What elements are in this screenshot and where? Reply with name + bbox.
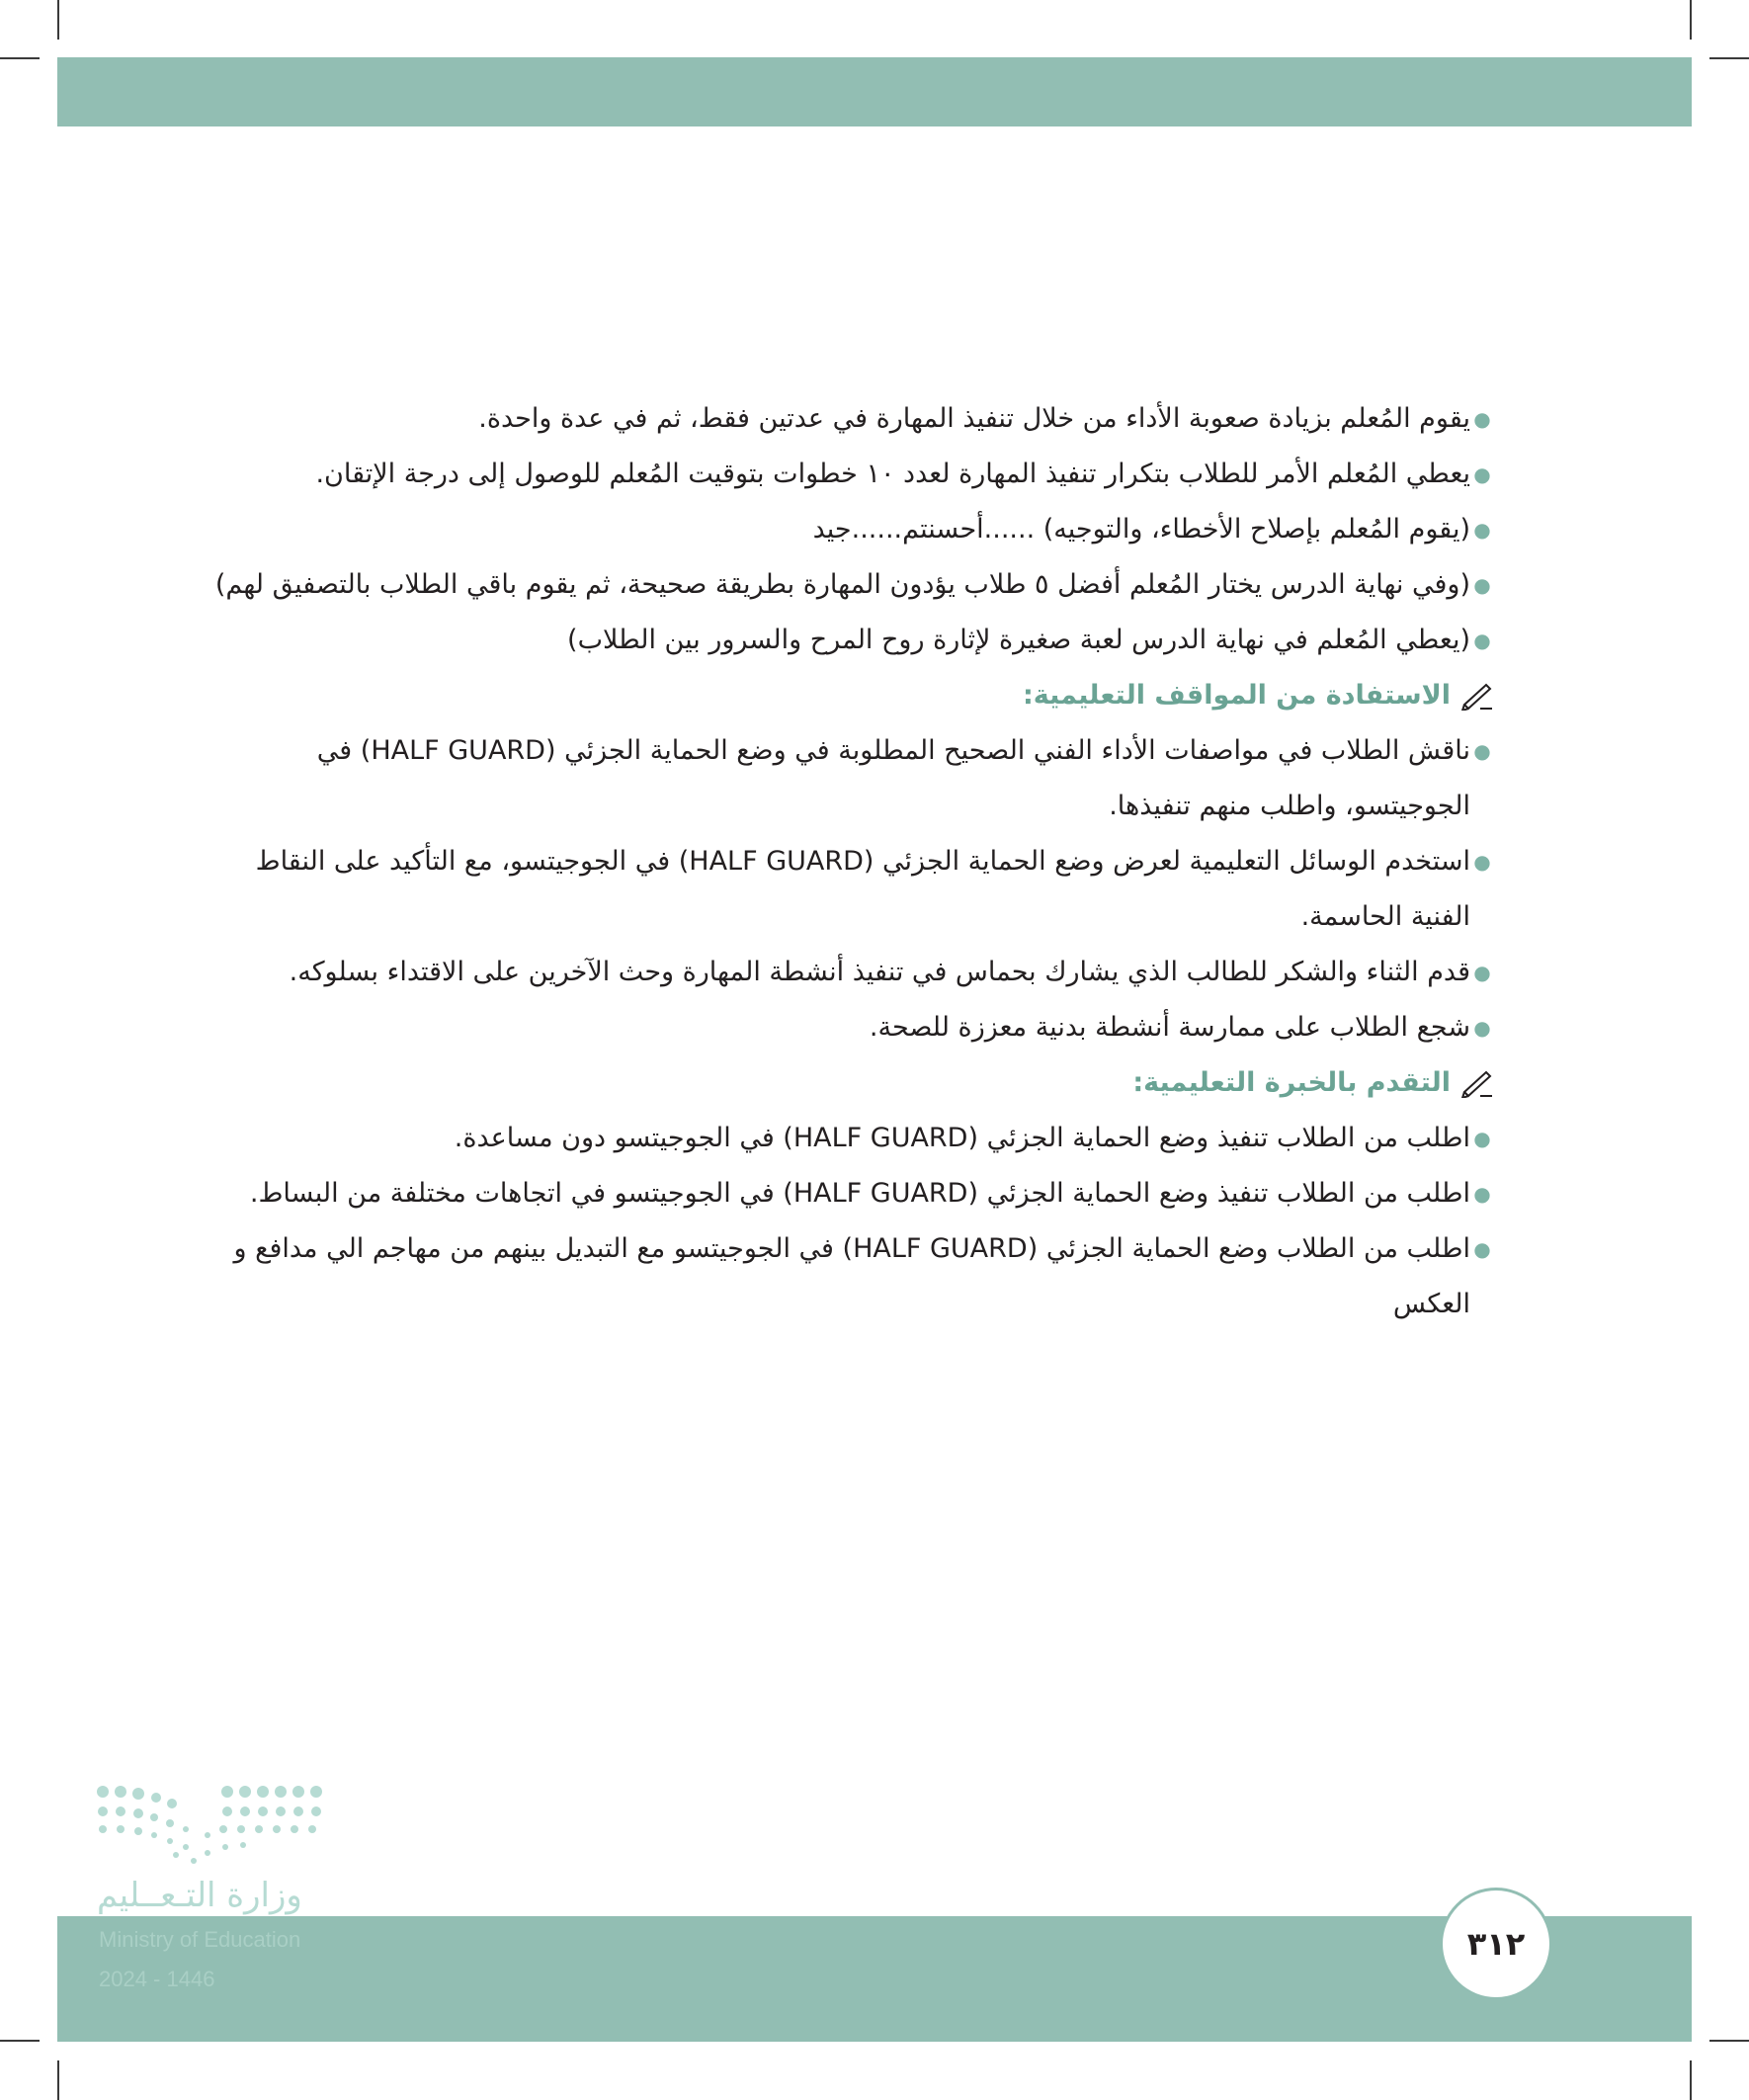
list-item-text: اطلب من الطلاب تنفيذ وضع الحماية الجزئي (HALF GUARD) في الجوجيتسو في اتجاهات مختلفة من البساط.	[249, 1178, 1470, 1209]
list-item	[198, 1111, 1494, 1166]
bullet-icon: ●	[1473, 739, 1491, 763]
crop-mark	[57, 2060, 59, 2100]
section-heading	[198, 1055, 1494, 1111]
bullet-icon: ●	[1473, 961, 1491, 984]
page-number: ٣١٢	[1466, 1925, 1526, 1963]
bullet-icon: ●	[1473, 629, 1491, 652]
crop-mark	[57, 0, 59, 40]
bullet-icon: ●	[1473, 573, 1491, 597]
list-item-text: قدم الثناء والشكر للطالب الذي يشارك بحماس في تنفيذ أنشطة المهارة وحث الآخرين على الاقتداء بسلوكه.	[289, 957, 1470, 987]
page-content	[198, 391, 1494, 1319]
ministry-logo-dots-icon	[97, 1774, 354, 1892]
list-item	[198, 557, 1494, 613]
list-item-text: استخدم الوسائل التعليمية لعرض وضع الحماية الجزئي (HALF GUARD) في الجوجيتسو، مع التأكيد على النقاط الفنية الحاسمة.	[255, 846, 1470, 932]
crop-mark	[1690, 2060, 1692, 2100]
list-item-text: ناقش الطلاب في مواصفات الأداء الفني الصحيح المطلوبة في وضع الحماية الجزئي (HALF GUARD) في الجوجيتسو، واطلب منهم تنفيذها.	[316, 735, 1470, 821]
page-number-badge	[1440, 1888, 1552, 2000]
list-item-text: (وفي نهاية الدرس يختار المُعلم أفضل ٥ طلاب يؤدون المهارة بطريقة صحيحة، ثم يقوم باقي الطلاب بالتصفيق لهم)	[214, 569, 1470, 600]
ministry-logo-title: وزارة التـعــليم	[97, 1876, 302, 1915]
ministry-logo-year: 2024 - 1446	[99, 1967, 215, 1991]
list-item	[198, 834, 1494, 945]
section-heading-text: التقدم بالخبرة التعليمية:	[1132, 1067, 1451, 1098]
section-heading-text: الاستفادة من المواقف التعليمية:	[1022, 680, 1451, 711]
crop-mark	[0, 2040, 40, 2042]
bullet-icon: ●	[1473, 462, 1491, 486]
crop-mark	[0, 57, 40, 59]
list-item	[198, 391, 1494, 447]
list-item-text: يعطي المُعلم الأمر للطلاب بتكرار تنفيذ المهارة لعدد ١٠ خطوات بتوقيت المُعلم للوصول إلى درجة الإتقان.	[315, 459, 1470, 489]
section-heading	[198, 668, 1494, 723]
crop-mark	[1709, 2040, 1749, 2042]
bullet-icon: ●	[1473, 518, 1491, 542]
bullet-icon: ●	[1473, 1016, 1491, 1040]
bullet-icon: ●	[1473, 1237, 1491, 1261]
list-item-text: اطلب من الطلاب وضع الحماية الجزئي (HALF GUARD) في الجوجيتسو مع التبديل بينهم من مهاجم الي مدافع و العكس	[233, 1233, 1470, 1319]
pen-writing-icon	[1460, 681, 1494, 711]
list-item-text: اطلب من الطلاب تنفيذ وضع الحماية الجزئي (HALF GUARD) في الجوجيتسو دون مساعدة.	[454, 1123, 1470, 1153]
list-item	[198, 502, 1494, 557]
bullet-icon: ●	[1473, 1182, 1491, 1206]
pen-writing-icon	[1460, 1068, 1494, 1098]
header-band	[57, 57, 1692, 126]
list-item	[198, 723, 1494, 834]
list-item-text: (يعطي المُعلم في نهاية الدرس لعبة صغيرة لإثارة روح المرح والسرور بين الطلاب)	[567, 625, 1470, 655]
crop-mark	[1709, 57, 1749, 59]
list-item	[198, 945, 1494, 1000]
list-item-text: يقوم المُعلم بزيادة صعوبة الأداء من خلال تنفيذ المهارة في عدتين فقط، ثم في عدة واحدة.	[478, 403, 1470, 434]
list-item-text: شجع الطلاب على ممارسة أنشطة بدنية معززة للصحة.	[869, 1012, 1470, 1043]
crop-mark	[1690, 0, 1692, 40]
list-item	[198, 1221, 1494, 1319]
list-item	[198, 613, 1494, 668]
list-item	[198, 1166, 1494, 1221]
bullet-icon: ●	[1473, 850, 1491, 874]
bullet-icon: ●	[1473, 1127, 1491, 1150]
list-item-text: (يقوم المُعلم بإصلاح الأخطاء، والتوجيه) ......أحسنتم......جيد	[812, 514, 1470, 545]
list-item	[198, 447, 1494, 502]
list-item	[198, 1000, 1494, 1055]
ministry-logo-subtitle: Ministry of Education	[99, 1927, 301, 1952]
bullet-icon: ●	[1473, 407, 1491, 431]
